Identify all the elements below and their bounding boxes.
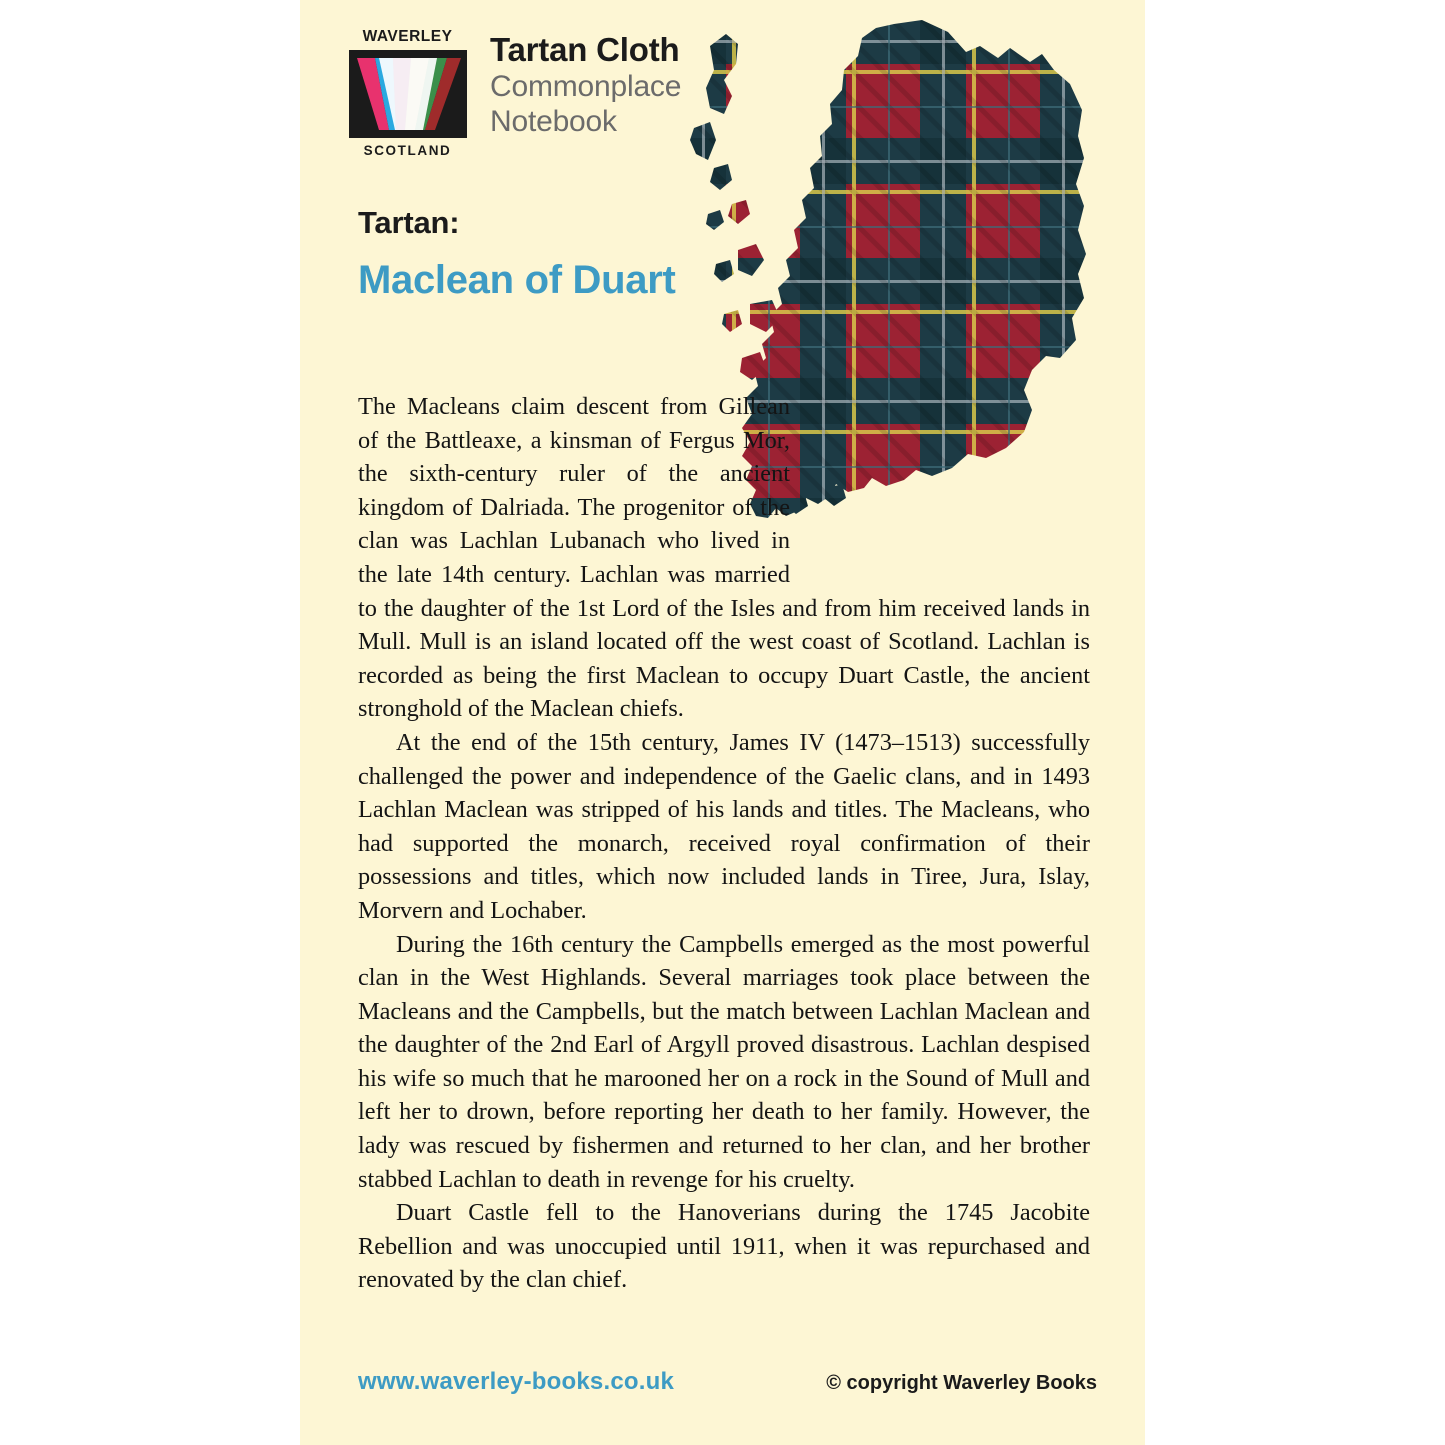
website-link[interactable]: www.waverley-books.co.uk (358, 1368, 675, 1395)
waverley-logo (345, 28, 470, 158)
tartan-label: Tartan: (358, 205, 460, 240)
paragraph-4: Duart Castle fell to the Hanoverians during the 1745 Jacobite Rebellion and was unoccupied until 1911, when it was repurchased and renovated by the clan chief. (358, 1199, 1090, 1294)
brand-subtitle: SCOTLAND (363, 143, 452, 158)
brand-name: WAVERLEY (362, 28, 453, 45)
copyright-notice: © copyright Waverley Books (826, 1372, 1097, 1394)
tartan-name: Maclean of Duart (358, 258, 676, 302)
product-card (300, 0, 1145, 1445)
paragraph-2: At the end of the 15th century, James IV (1473–1513) successfully challenged the power and independence of the Gaelic clans, and in 1493 Lachlan Maclean was stripped of his lands and titles. The Macleans, who had supported the monarch, received royal confirmation of their possessions and titles, which now included lands in Tiree, Jura, Islay, Morvern and Lochaber. (358, 728, 1090, 924)
paragraph-3: During the 16th century the Campbells emerged as the most powerful clan in the West Highlands. Several marriages took place between the Macleans and the Campbells, but the match between Lachlan Maclean and the daughter of the 2nd Earl of Argyll proved disastrous. Lachlan despised his wife so much that he marooned her on a rock in the Sound of Mull and left her to drown, before reporting her death to her family. However, the lady was rescued by fishermen and returned to her clan, and her brother stabbed Lachlan to death in revenge for his cruelty. (358, 930, 1090, 1193)
title-line-2: Commonplace (490, 69, 682, 103)
title-line-1: Tartan Cloth (490, 31, 680, 68)
waverley-w-logo-icon (349, 50, 467, 138)
paragraph-1: The Macleans claim descent from Gillean of the Battleaxe, a kinsman of Fergus Mor, the sixth-century ruler of the ancient kingdom of Dalriada. The progenitor of the clan was Lachlan Lubanach who lived in the late 14th century. Lachlan was married to the daughter of the 1st Lord of the Isles and from him received lands in Mull. Mull is an island located off the west coast of Scotland. Lachlan is recorded as being the first Maclean to occupy Duart Castle, the ancient stronghold of the Maclean chiefs. (358, 393, 1090, 723)
text-wrap-spacer (790, 390, 1090, 588)
title-line-3: Notebook (490, 105, 617, 139)
clan-history-text (358, 390, 1090, 1297)
